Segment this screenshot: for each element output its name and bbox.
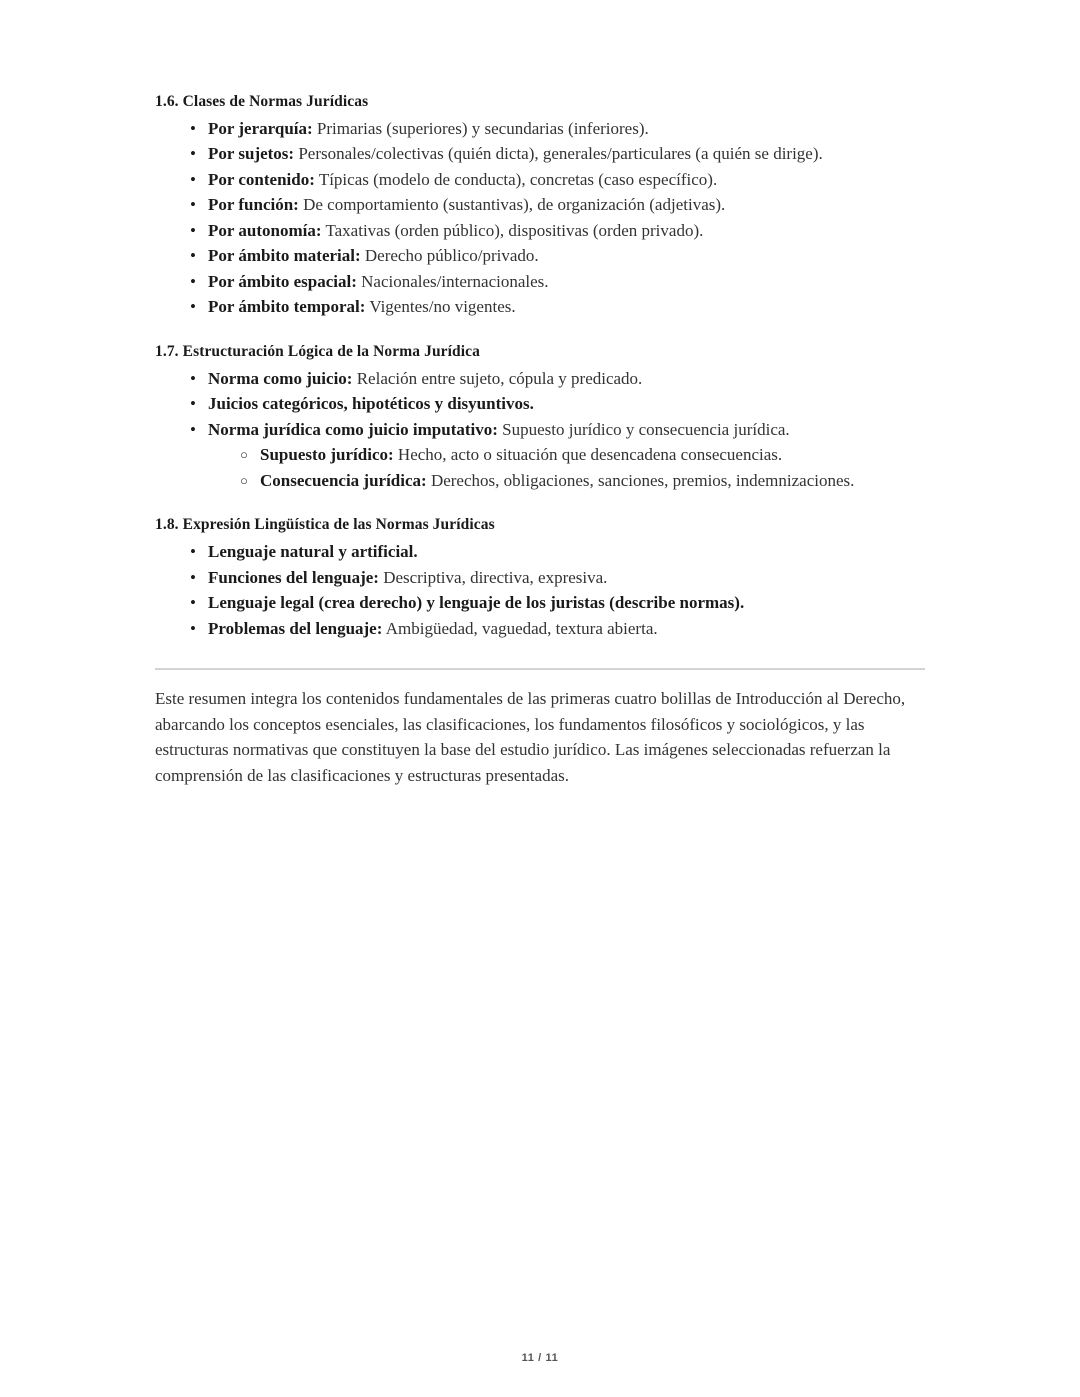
- section-1-6: [155, 92, 925, 320]
- bullet-marker-icon: •: [190, 169, 196, 189]
- bullet-marker-icon: •: [190, 542, 196, 562]
- list-item-rest: Vigentes/no vigentes.: [365, 297, 516, 317]
- sub-list-item: [208, 442, 925, 468]
- list-item: [155, 391, 925, 417]
- bullet-marker-icon: •: [190, 297, 196, 317]
- sub-bullet-list: [208, 442, 925, 493]
- list-item-rest: Supuesto jurídico y consecuencia jurídica.: [497, 419, 790, 439]
- list-item: [155, 192, 925, 218]
- list-item: [155, 366, 925, 392]
- list-item: [155, 539, 925, 565]
- sub-list-item-rest: Hecho, acto o situación que desencadena consecuencias.: [393, 445, 783, 465]
- list-item: [155, 167, 925, 193]
- section-heading: 1.7. Estructuración Lógica de la Norma Jurídica: [155, 342, 481, 360]
- bullet-marker-icon: •: [190, 220, 196, 240]
- bullet-marker-icon: •: [190, 368, 196, 388]
- section-heading: 1.6. Clases de Normas Jurídicas: [155, 93, 369, 110]
- list-item-rest: Relación entre sujeto, cópula y predicado.: [352, 368, 643, 388]
- list-item-rest: Derecho público/privado.: [360, 246, 539, 266]
- list-item-lead: Por ámbito espacial:: [208, 271, 357, 291]
- list-item-lead: Norma jurídica como juicio imputativo:: [208, 419, 498, 439]
- section-1-8: [155, 515, 925, 641]
- closing-paragraph: Este resumen integra los contenidos fundamentales de las primeras cuatro bolillas de Introducción al Derecho, abarcando los conceptos esenciales, las clasificaciones, los fundamentos filosóficos y sociológicos, y las estructuras normativas que constituyen la base del estudio jurídico. Las imágenes seleccionadas refuerzan la comprensión de las clasificaciones y estructuras presentadas.: [155, 689, 906, 785]
- bullet-marker-icon: •: [190, 246, 196, 266]
- bullet-marker-icon: •: [190, 567, 196, 587]
- list-item: [155, 590, 925, 616]
- list-item-rest: Taxativas (orden público), dispositivas (orden privado).: [321, 220, 704, 240]
- bullet-marker-icon: •: [190, 593, 196, 613]
- list-item-lead: Por sujetos:: [208, 144, 295, 164]
- list-item-rest: Ambigüedad, vaguedad, textura abierta.: [382, 618, 658, 638]
- bullet-marker-icon: •: [190, 195, 196, 215]
- list-item-lead: Por ámbito material:: [208, 246, 361, 266]
- list-item-lead: Lenguaje natural y artificial.: [208, 542, 418, 562]
- list-item: [155, 565, 925, 591]
- list-item: [155, 243, 925, 269]
- bullet-marker-icon: •: [190, 271, 196, 291]
- list-item-lead: Por función:: [208, 195, 299, 215]
- list-item-lead: Problemas del lenguaje:: [208, 618, 383, 638]
- list-item-lead: Por jerarquía:: [208, 118, 313, 138]
- list-item-rest: Personales/colectivas (quién dicta), generales/particulares (a quién se dirige).: [294, 144, 823, 164]
- hollow-bullet-marker-icon: ○: [240, 447, 248, 463]
- bullet-list: [155, 116, 925, 320]
- list-item: [155, 616, 925, 642]
- list-item-rest: Descriptiva, directiva, expresiva.: [378, 567, 608, 587]
- list-item-rest: Nacionales/internacionales.: [356, 271, 549, 291]
- list-item-rest: Primarias (superiores) y secundarias (inferiores).: [312, 118, 649, 138]
- list-item-lead: Por autonomía:: [208, 220, 322, 240]
- document-content: [155, 92, 925, 788]
- bullet-list: [155, 539, 925, 641]
- bullet-marker-icon: •: [190, 419, 196, 439]
- list-item-rest: Típicas (modelo de conducta), concretas (caso específico).: [314, 169, 718, 189]
- page-footer: 11 / 11: [521, 1352, 559, 1364]
- list-item-lead: Funciones del lenguaje:: [208, 567, 379, 587]
- hollow-bullet-marker-icon: ○: [240, 472, 248, 488]
- list-item: [155, 417, 925, 494]
- bullet-list: [155, 366, 925, 494]
- bullet-marker-icon: •: [190, 618, 196, 638]
- section-heading: 1.8. Expresión Lingüística de las Normas Jurídicas: [155, 516, 495, 534]
- list-item: [155, 218, 925, 244]
- sub-list-item-lead: Consecuencia jurídica:: [260, 470, 427, 490]
- sub-list-item-lead: Supuesto jurídico:: [260, 445, 394, 465]
- section-divider: [155, 668, 925, 670]
- bullet-marker-icon: •: [190, 144, 196, 164]
- bullet-marker-icon: •: [190, 118, 196, 138]
- list-item: [155, 141, 925, 167]
- list-item: [155, 269, 925, 295]
- sub-list-item-rest: Derechos, obligaciones, sanciones, premios, indemnizaciones.: [426, 470, 855, 490]
- list-item-lead: Por contenido:: [208, 169, 315, 189]
- list-item-lead: Por ámbito temporal:: [208, 297, 366, 317]
- bullet-marker-icon: •: [190, 394, 196, 414]
- list-item-lead: Juicios categóricos, hipotéticos y disyuntivos.: [208, 394, 534, 414]
- list-item: [155, 116, 925, 142]
- list-item-lead: Norma como juicio:: [208, 368, 353, 388]
- list-item-rest: De comportamiento (sustantivas), de organización (adjetivas).: [298, 195, 726, 215]
- list-item-lead: Lenguaje legal (crea derecho) y lenguaje de los juristas (describe normas).: [208, 593, 745, 613]
- section-1-7: [155, 342, 925, 493]
- sub-list-item: [208, 468, 925, 494]
- list-item: [155, 294, 925, 320]
